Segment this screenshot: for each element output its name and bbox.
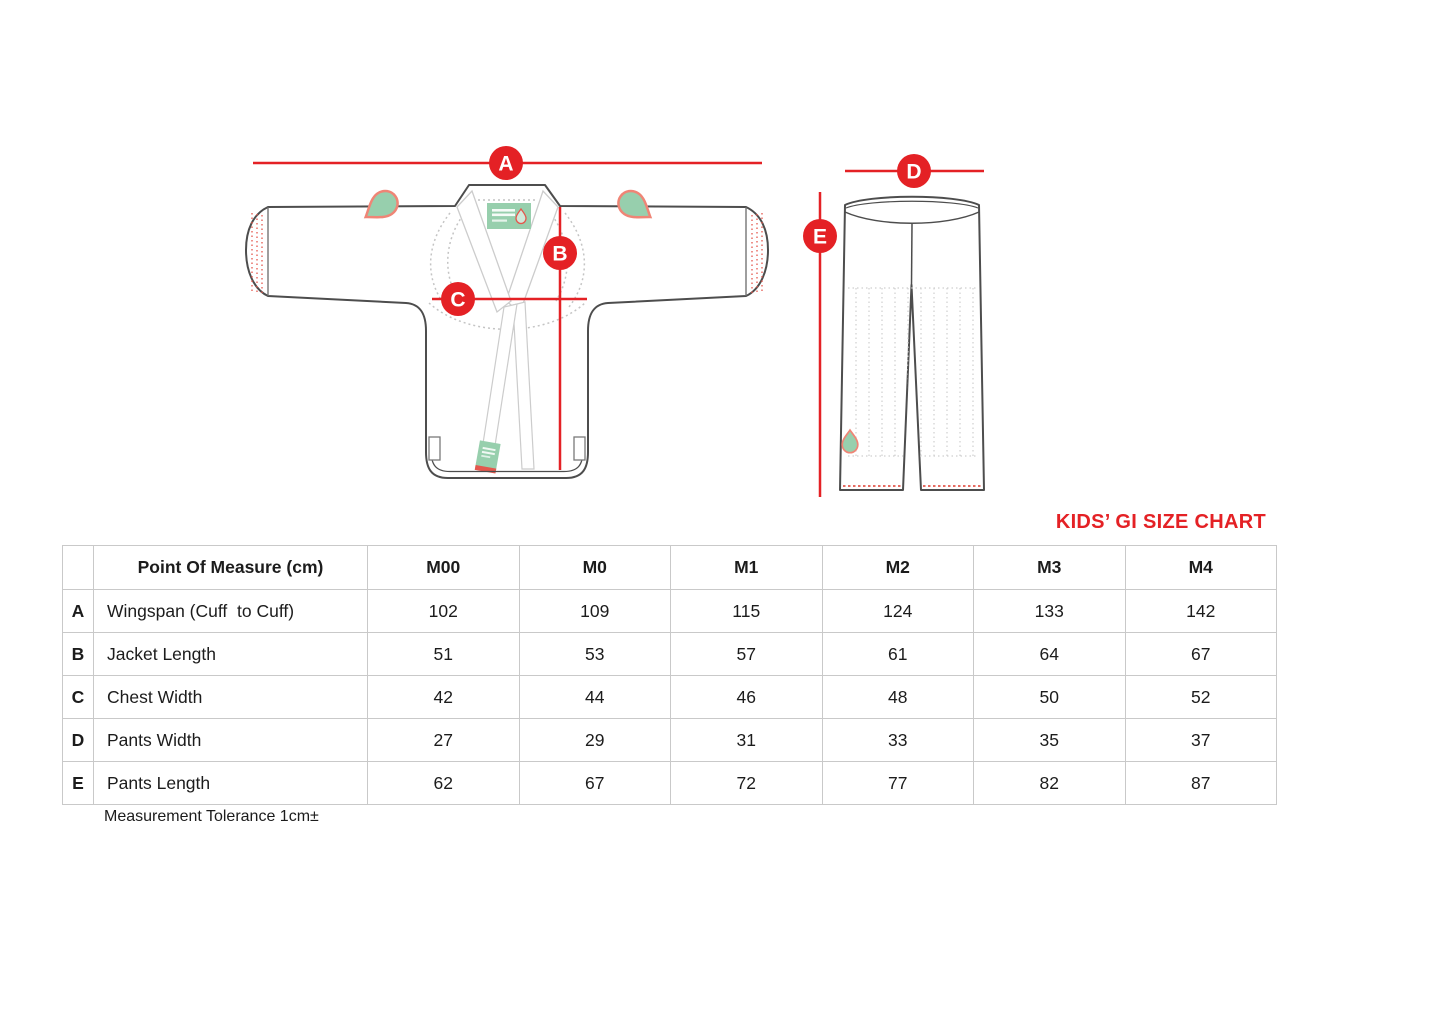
cell-value: 48 xyxy=(822,676,974,719)
marker-letter-d: D xyxy=(906,160,922,184)
cell-value: 61 xyxy=(822,633,974,676)
marker-letter-a: A xyxy=(498,152,514,176)
marker-letter-e: E xyxy=(812,225,828,249)
cell-value: 52 xyxy=(1125,676,1277,719)
cell-value: 42 xyxy=(368,676,520,719)
cell-value: 64 xyxy=(974,633,1126,676)
header-size-m3: M3 xyxy=(974,546,1126,590)
cell-value: 46 xyxy=(671,676,823,719)
center-front-seam xyxy=(912,224,913,285)
cell-value: 72 xyxy=(671,762,823,805)
cell-value: 87 xyxy=(1125,762,1277,805)
row-label: Pants Width xyxy=(94,719,368,762)
header-size-m2: M2 xyxy=(822,546,974,590)
gi-jacket-illustration xyxy=(246,185,768,478)
row-letter: D xyxy=(63,719,94,762)
row-letter: E xyxy=(63,762,94,805)
row-label: Jacket Length xyxy=(94,633,368,676)
cell-value: 124 xyxy=(822,590,974,633)
cell-value: 77 xyxy=(822,762,974,805)
header-letter-col xyxy=(63,546,94,590)
table-row-chest-width xyxy=(63,676,1277,719)
gi-pants-illustration xyxy=(840,197,984,490)
row-label: Wingspan (Cuff to Cuff) xyxy=(94,590,368,633)
cell-value: 50 xyxy=(974,676,1126,719)
left-side-slit xyxy=(429,437,440,460)
cell-value: 37 xyxy=(1125,719,1277,762)
cell-value: 67 xyxy=(519,762,671,805)
table-row-jacket-length xyxy=(63,633,1277,676)
size-chart-table xyxy=(62,545,1277,805)
table-header-row xyxy=(63,546,1277,590)
page-title: KIDS’ GI SIZE CHART xyxy=(1055,511,1266,533)
cell-value: 33 xyxy=(822,719,974,762)
header-size-m4: M4 xyxy=(1125,546,1277,590)
header-size-m1: M1 xyxy=(671,546,823,590)
marker-letter-c: C xyxy=(450,288,466,312)
cell-value: 102 xyxy=(368,590,520,633)
cell-value: 82 xyxy=(974,762,1126,805)
table-row-wingspan xyxy=(63,590,1277,633)
tolerance-note: Measurement Tolerance 1cm± xyxy=(104,808,319,825)
row-letter: A xyxy=(63,590,94,633)
header-point-of-measure: Point Of Measure (cm) xyxy=(94,546,368,590)
cell-value: 29 xyxy=(519,719,671,762)
row-letter: C xyxy=(63,676,94,719)
cell-value: 53 xyxy=(519,633,671,676)
cell-value: 31 xyxy=(671,719,823,762)
cell-value: 67 xyxy=(1125,633,1277,676)
header-size-m0: M0 xyxy=(519,546,671,590)
cell-value: 133 xyxy=(974,590,1126,633)
table-row-pants-length xyxy=(63,762,1277,805)
cell-value: 57 xyxy=(671,633,823,676)
cell-value: 62 xyxy=(368,762,520,805)
row-label: Pants Length xyxy=(94,762,368,805)
row-label: Chest Width xyxy=(94,676,368,719)
cell-value: 142 xyxy=(1125,590,1277,633)
marker-letter-b: B xyxy=(552,242,568,266)
cell-value: 44 xyxy=(519,676,671,719)
header-size-m00: M00 xyxy=(368,546,520,590)
cell-value: 35 xyxy=(974,719,1126,762)
row-letter: B xyxy=(63,633,94,676)
cell-value: 115 xyxy=(671,590,823,633)
collar-brand-label xyxy=(487,203,531,229)
cell-value: 51 xyxy=(368,633,520,676)
cell-value: 109 xyxy=(519,590,671,633)
cell-value: 27 xyxy=(368,719,520,762)
table-row-pants-width xyxy=(63,719,1277,762)
right-side-slit xyxy=(574,437,585,460)
